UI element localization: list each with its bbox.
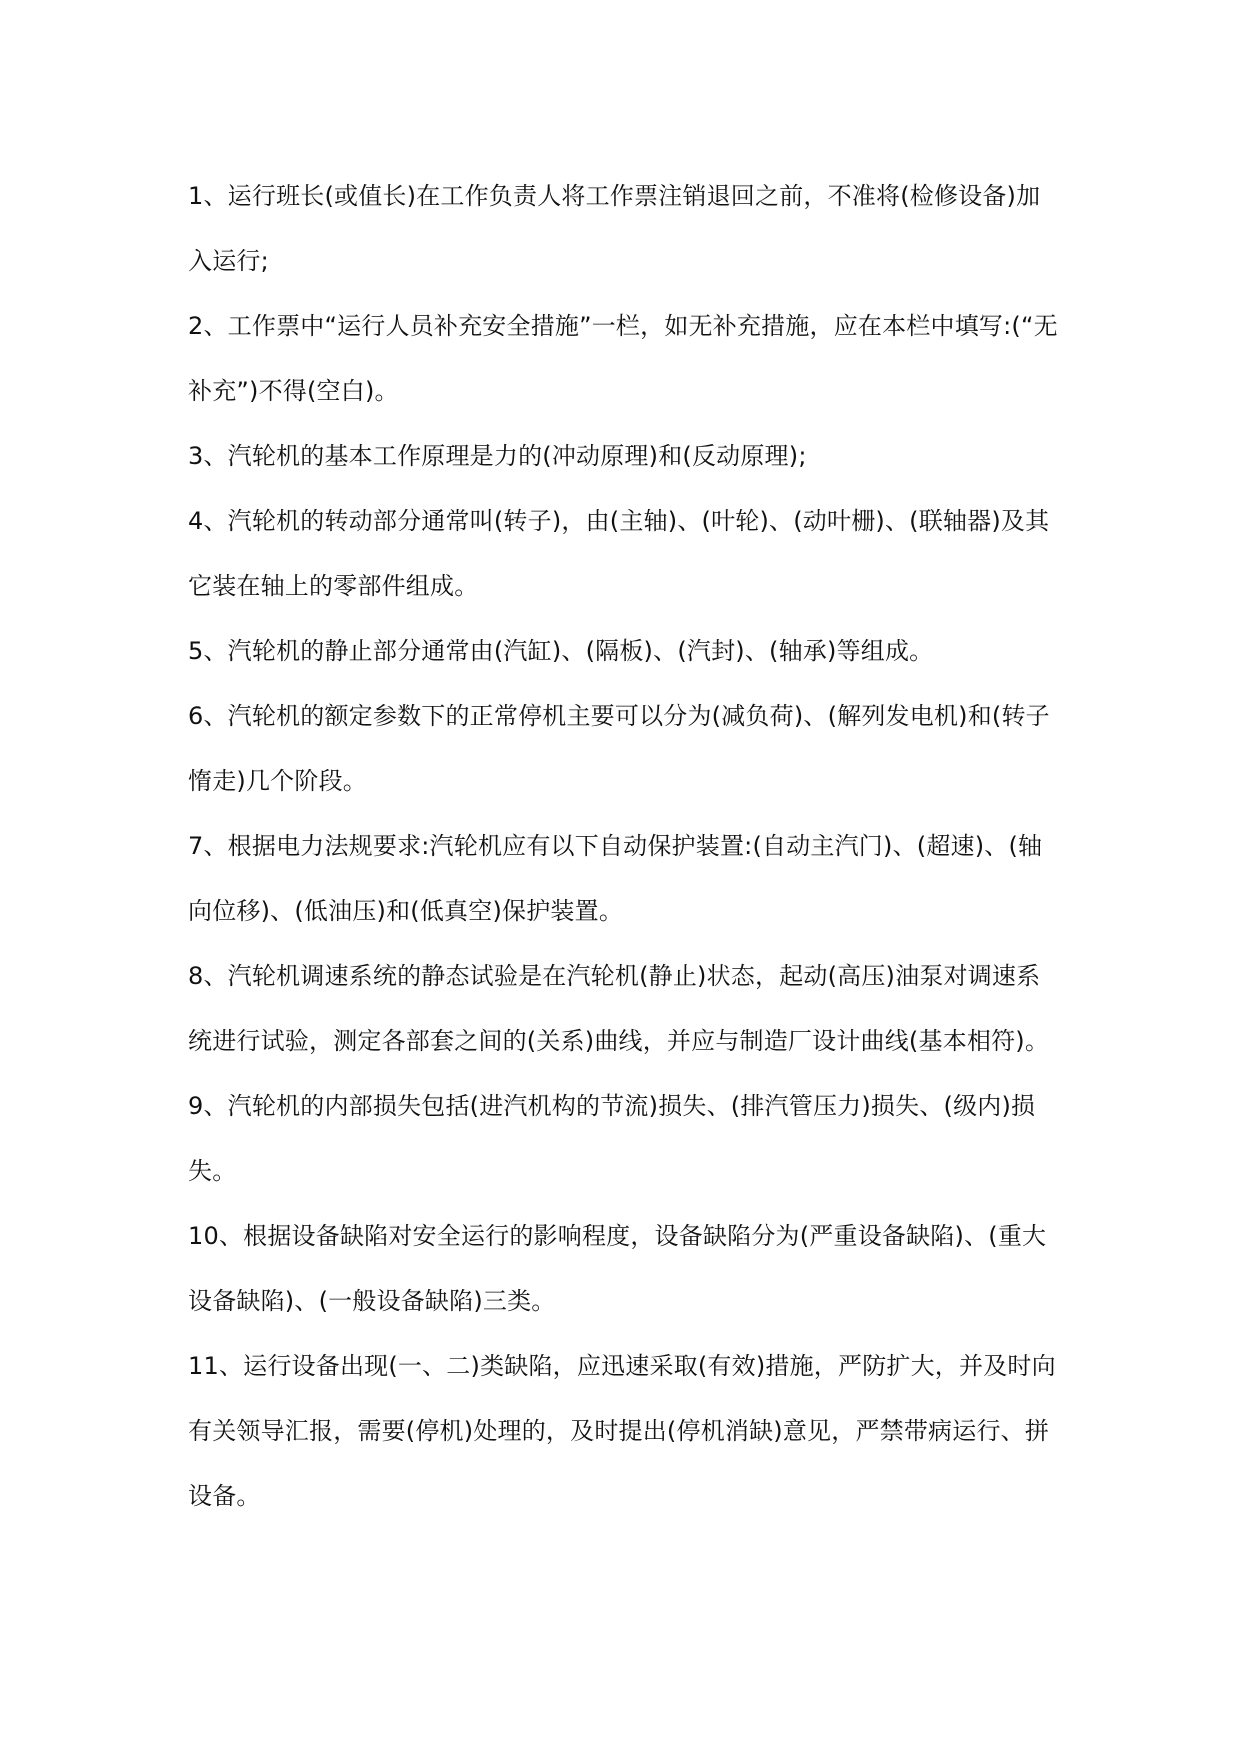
paragraph-2: 2、工作票中“运行人员补充安全措施”一栏，如无补充措施，应在本栏中填写:(“无补充”)不得(空白)。 [188, 312, 1058, 405]
paragraph-6: 6、汽轮机的额定参数下的正常停机主要可以分为(减负荷)、(解列发电机)和(转子惰走)几个阶段。 [188, 702, 1050, 795]
paragraph-7: 7、根据电力法规要求:汽轮机应有以下自动保护装置:(自动主汽门)、(超速)、(轴向位移)、(低油压)和(低真空)保护装置。 [188, 832, 1043, 925]
document-body [188, 164, 1058, 1529]
paragraph-4: 4、汽轮机的转动部分通常叫(转子)，由(主轴)、(叶轮)、(动叶栅)、(联轴器)及其它装在轴上的零部件组成。 [188, 507, 1050, 600]
paragraph-3: 3、汽轮机的基本工作原理是力的(冲动原理)和(反动原理); [188, 442, 807, 470]
paragraph-8: 8、汽轮机调速系统的静态试验是在汽轮机(静止)状态，起动(高压)油泵对调速系统进行试验，测定各部套之间的(关系)曲线，并应与制造厂设计曲线(基本相符)。 [188, 962, 1050, 1055]
paragraph-10: 10、根据设备缺陷对安全运行的影响程度，设备缺陷分为(严重设备缺陷)、(重大设备缺陷)、(一般设备缺陷)三类。 [188, 1222, 1047, 1315]
paragraph-9: 9、汽轮机的内部损失包括(进汽机构的节流)损失、(排汽管压力)损失、(级内)损失。 [188, 1092, 1036, 1185]
paragraph-1: 1、运行班长(或值长)在工作负责人将工作票注销退回之前，不准将(检修设备)加入运行; [188, 182, 1041, 275]
paragraph-5: 5、汽轮机的静止部分通常由(汽缸)、(隔板)、(汽封)、(轴承)等组成。 [188, 637, 934, 665]
paragraph-11: 11、运行设备出现(一、二)类缺陷，应迅速采取(有效)措施，严防扩大，并及时向有关领导汇报，需要(停机)处理的，及时提出(停机消缺)意见，严禁带病运行、拼设备。 [188, 1352, 1056, 1510]
